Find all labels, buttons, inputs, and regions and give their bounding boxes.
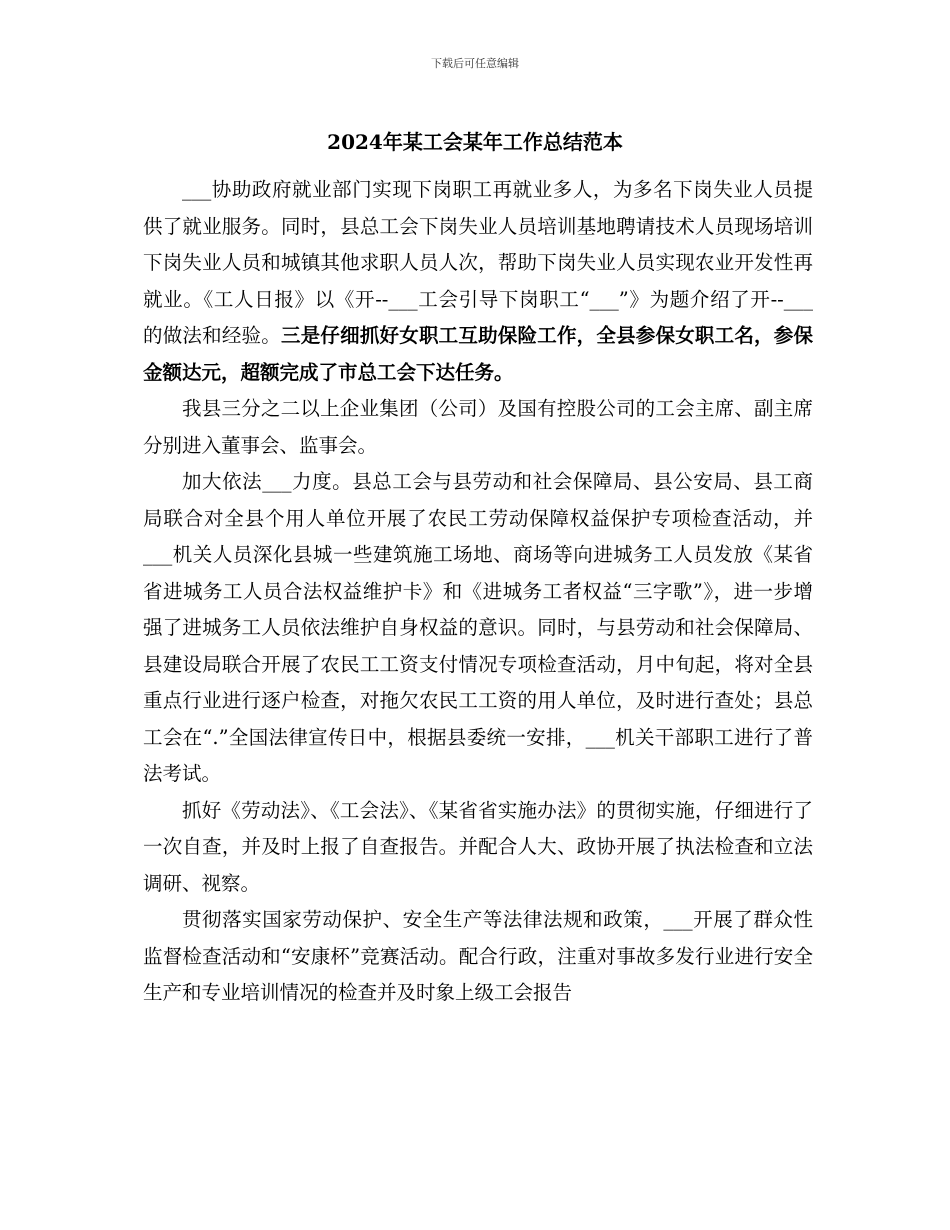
paragraph-text: ___协助政府就业部门实现下岗职工再就业多人，为多名下岗失业人员提供了就业服务。同时，县总工会下岗失业人员培训基地聘请技术人员现场培训下岗失业人员和城镇其他求职人员人次，帮助下岗失业人员实现农业开发性再就业。《工人日报》以《开--___工会引导下岗职工“___”》为题介绍了开--___的做法和经验。	[143, 178, 813, 347]
paragraph: 我县三分之二以上企业集团（公司）及国有控股公司的工会主席、副主席分别进入董事会、监事会。	[143, 397, 813, 457]
document-body	[143, 172, 813, 1012]
paragraph: 贯彻落实国家劳动保护、安全生产等法律法规和政策，___开展了群众性监督检查活动和“安康杯”竞赛活动。配合行政，注重对事故多发行业进行安全生产和专业培训情况的检查并及时象上级工会报告	[143, 908, 813, 1004]
paragraph: 抓好《劳动法》、《工会法》、《某省省实施办法》的贯彻实施，仔细进行了一次自查，并及时上报了自查报告。并配合人大、政协开展了执法检查和立法调研、视察。	[143, 798, 813, 895]
header-note: 下载后可任意编辑	[431, 57, 519, 70]
paragraph	[143, 172, 813, 391]
document-title: 2024年某工会某年工作总结范本	[327, 130, 623, 154]
paragraph-bold-text: 三是仔细抓好女职工互助保险工作，全县参保女职工名，参保金额达元，超额完成了市总工会下达任务。	[143, 324, 813, 384]
paragraph: 加大依法___力度。县总工会与县劳动和社会保障局、县公安局、县工商局联合对全县个用人单位开展了农民工劳动保障权益保护专项检查活动，并___机关人员深化县城一些建筑施工场地、商场等向进城务工人员发放《某省省进城务工人员合法权益维护卡》和《进城务工者权益“三字歌”》，进一步增强了进城务工人员依法维护自身权益的意识。同时，与县劳动和社会保障局、县建设局联合开展了农民工工资支付情况专项检查活动，月中旬起，将对全县重点行业进行逐户检查，对拖欠农民工工资的用人单位，及时进行查处；县总工会在“.”全国法律宣传日中，根据县委统一安排，___机关干部职工进行了普法考试。	[143, 470, 813, 785]
